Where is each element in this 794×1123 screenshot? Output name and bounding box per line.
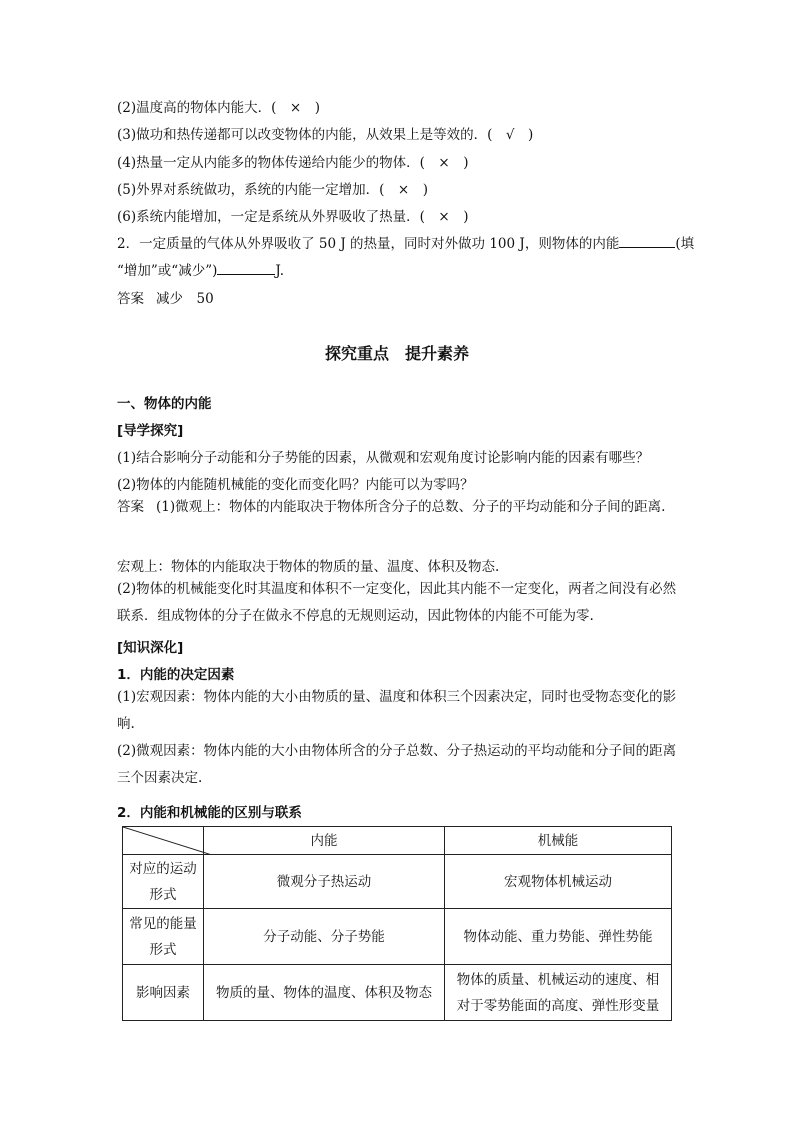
- row-motion-mechanical: 宏观物体机械运动: [445, 855, 672, 909]
- fill-blank-2: [217, 262, 275, 275]
- answer-2-p2: 宏观上：物体的内能取决于物体的物质的量、温度、体积及物态.: [117, 559, 500, 575]
- q-item-4: (4)热量一定从内能多的物体传递给内能少的物体．( × ): [117, 155, 469, 171]
- knowledge-label: [知识深化]: [117, 640, 184, 656]
- section-title: 探究重点 提升素养: [324, 344, 469, 363]
- row-motion-internal: 微观分子热运动: [204, 855, 445, 909]
- comparison-table: [122, 826, 672, 1021]
- question-2-hint-options: “增加”或“减少”): [117, 263, 218, 279]
- question-2-line2: [117, 259, 284, 279]
- answer-value: 减少 50: [156, 291, 214, 307]
- row-label-energy-forms: 常见的能量 形式: [123, 909, 204, 965]
- diagonal-line: [123, 827, 212, 855]
- q-item-6: (6)系统内能增加，一定是系统从外界吸收了热量．( × ): [117, 209, 469, 225]
- q-item-3: (3)做功和热传递都可以改变物体的内能，从效果上是等效的．( √ ): [117, 127, 534, 143]
- answer-2-p1: (1)微观上：物体的内能取决于物体所含分子的总数、分子的平均动能和分子间的距离.: [156, 499, 666, 515]
- answer-2-p3: (2)物体的机械能变化时其温度和体积不一定变化，因此其内能不一定变化，两者之间没有必然联系．组成物体的分子在做永不停息的无规则运动，因此物体的内能不可能为零.: [117, 581, 677, 624]
- k1-title: 1．内能的决定因素: [117, 667, 235, 683]
- heading-internal-energy: 一、物体的内能: [117, 396, 212, 412]
- fill-blank-1: [619, 235, 675, 248]
- guide-question-2: (2)物体的内能随机械能的变化而变化吗？内能可以为零吗？: [117, 477, 474, 493]
- question-2-unit: J.: [275, 263, 285, 279]
- row-energy-internal: 分子动能、分子势能: [204, 909, 445, 965]
- question-2-hint: (填: [675, 236, 695, 252]
- k1-p1: (1)宏观因素：物体内能的大小由物质的量、温度和体积三个因素决定，同时也受物态变化的影响.: [117, 689, 677, 732]
- table-header-mechanical: 机械能: [445, 827, 672, 855]
- guide-question-1: (1)结合影响分子动能和分子势能的因素，从微观和宏观角度讨论影响内能的因素有哪些？: [117, 450, 650, 466]
- row-energy-mechanical: 物体动能、重力势能、弹性势能: [445, 909, 672, 965]
- question-2-line1: [117, 232, 694, 252]
- table-corner-cell: [123, 827, 204, 855]
- answer-1: [117, 287, 214, 307]
- question-2-text: 2．一定质量的气体从外界吸收了 50 J 的热量，同时对外做功 100 J，则物体的内能: [117, 236, 620, 252]
- row-label-factors: 影响因素: [123, 965, 204, 1021]
- table-header-internal: 内能: [204, 827, 445, 855]
- row-factors-internal: 物质的量、物体的温度、体积及物态: [204, 965, 445, 1021]
- row-label-motion: 对应的运动 形式: [123, 855, 204, 909]
- k1-p2: (2)微观因素：物体内能的大小由物体所含的分子总数、分子热运动的平均动能和分子间的距离三个因素决定.: [117, 743, 677, 786]
- k2-title: 2．内能和机械能的区别与联系: [117, 805, 302, 821]
- answer-label: 答案: [117, 291, 144, 307]
- q-item-5: (5)外界对系统做功，系统的内能一定增加．( × ): [117, 182, 428, 198]
- guide-label: [导学探究]: [117, 423, 184, 439]
- answer-label: 答案: [117, 499, 144, 515]
- answer-2-block: [117, 494, 679, 521]
- row-factors-mechanical: 物体的质量、机械运动的速度、相 对于零势能面的高度、弹性形变量: [445, 965, 672, 1021]
- q-item-2: (2)温度高的物体内能大．( × ): [117, 100, 320, 116]
